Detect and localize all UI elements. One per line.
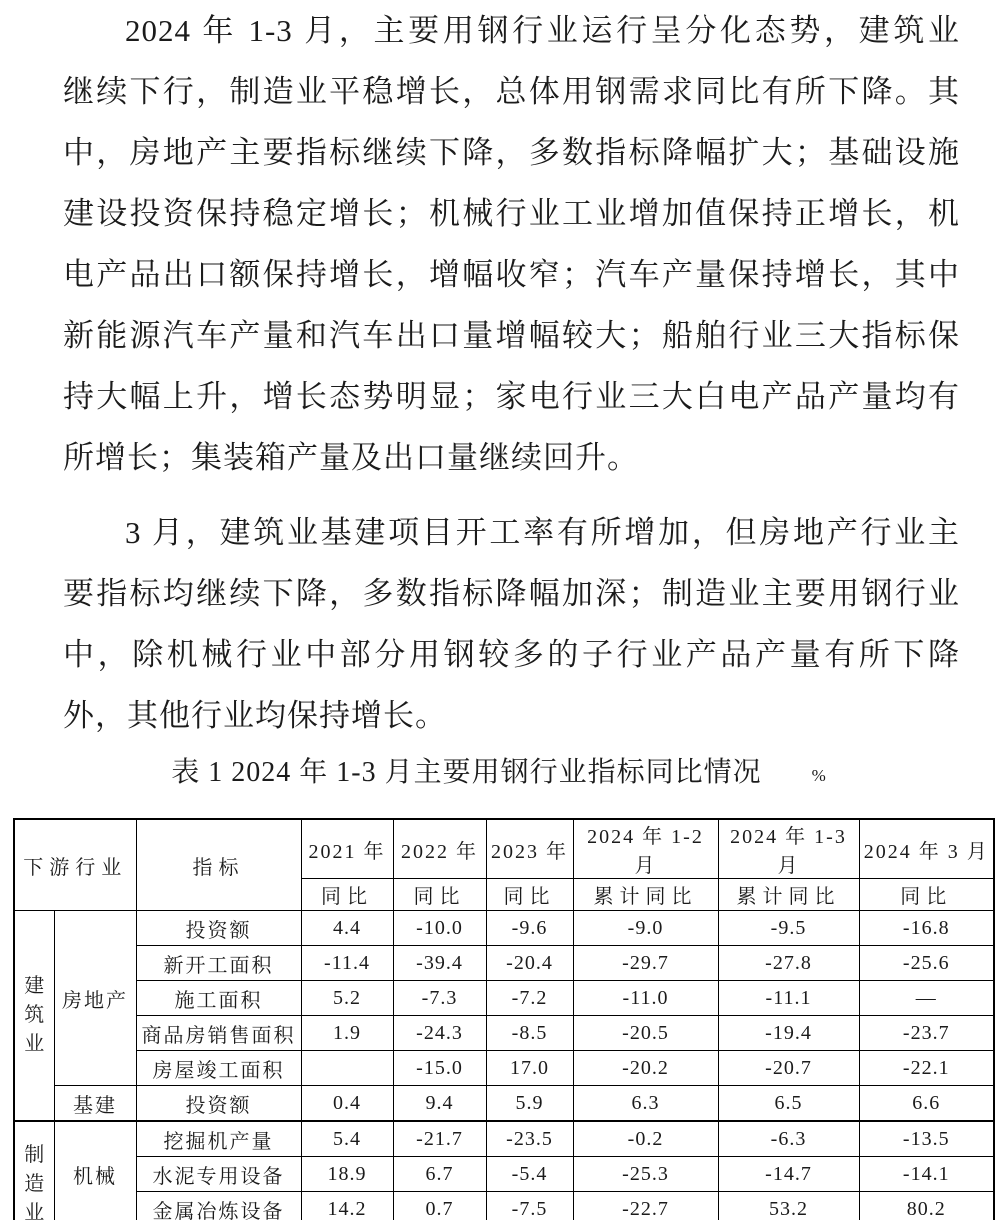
value-cell: 5.2 [301,981,393,1016]
col-subheader: 同比 [486,879,573,911]
value-cell: — [859,981,994,1016]
value-cell: -13.5 [859,1121,994,1157]
text-line: 持大幅上升，增长态势明显；家电行业三大白电产品产量均有 [63,379,960,414]
value-cell: -39.4 [393,946,486,981]
col-subheader: 累计同比 [718,879,859,911]
value-cell: 5.4 [301,1121,393,1157]
text-line: 中，房地产主要指标继续下降，多数指标降幅扩大；基础设施 [63,135,960,170]
col-header-period: 2021 年 [301,819,393,879]
value-cell: -25.6 [859,946,994,981]
value-cell: -19.4 [718,1016,859,1051]
table-row [14,946,994,981]
text-line: 外，其他行业均保持增长。 [63,698,447,733]
col-header-period: 2022 年 [393,819,486,879]
text-line: 建设投资保持稳定增长；机械行业工业增加值保持正增长，机 [63,196,960,231]
table-row [14,1157,994,1192]
value-cell: -20.7 [718,1051,859,1086]
value-cell: -8.5 [486,1016,573,1051]
value-cell: -0.2 [573,1121,718,1157]
value-cell: 17.0 [486,1051,573,1086]
text-line: 电产品出口额保持增长，增幅收窄；汽车产量保持增长，其中 [63,257,960,292]
value-cell: -5.4 [486,1157,573,1192]
value-cell: 6.3 [573,1086,718,1122]
table-caption-text: 表 1 2024 年 1-3 月主要用钢行业指标同比情况 [171,757,762,788]
col-header-industry: 下游行业 [14,819,136,911]
text-line: 要指标均继续下降，多数指标降幅加深；制造业主要用钢行业 [63,576,960,611]
value-cell: -24.3 [393,1016,486,1051]
indicator-cell: 水泥专用设备 [136,1157,301,1192]
value-cell: -9.6 [486,911,573,946]
value-cell: 6.6 [859,1086,994,1122]
header-row-periods [14,819,994,879]
value-cell: -22.1 [859,1051,994,1086]
value-cell: 18.9 [301,1157,393,1192]
value-cell [301,1051,393,1086]
text-line: 2024 年 1-3 月，主要用钢行业运行呈分化态势，建筑业 [125,13,960,48]
text-line: 继续下行，制造业平稳增长，总体用钢需求同比有所下降。其 [63,74,960,109]
text-line: 所增长；集装箱产量及出口量继续回升。 [63,440,639,475]
paragraph [63,0,960,488]
value-cell: 0.7 [393,1192,486,1220]
value-cell: 6.7 [393,1157,486,1192]
table-row [14,1121,994,1157]
col-header-period: 2024 年 1-2 月 [573,819,718,879]
indicator-cell: 挖掘机产量 [136,1121,301,1157]
table-wrapper [13,818,997,1220]
value-cell: -20.2 [573,1051,718,1086]
value-cell: 0.4 [301,1086,393,1122]
value-cell: -23.5 [486,1121,573,1157]
value-cell: 4.4 [301,911,393,946]
indicator-cell: 金属冶炼设备 [136,1192,301,1220]
indicator-cell: 投资额 [136,911,301,946]
value-cell: -11.4 [301,946,393,981]
value-cell: -14.7 [718,1157,859,1192]
value-cell: -11.0 [573,981,718,1016]
col-header-period: 2023 年 [486,819,573,879]
value-cell: -9.5 [718,911,859,946]
col-header-period: 2024 年 3 月 [859,819,994,879]
value-cell: 53.2 [718,1192,859,1220]
sector-cell: 房地产 [54,911,136,1086]
col-subheader: 同比 [301,879,393,911]
table-row [14,1086,994,1122]
text-line: 中，除机械行业中部分用钢较多的子行业产品产量有所下降 [63,637,960,672]
value-cell: -6.3 [718,1121,859,1157]
value-cell: -9.0 [573,911,718,946]
value-cell: 80.2 [859,1192,994,1220]
sector-cell: 机械 [54,1121,136,1220]
col-header-period: 2024 年 1-3 月 [718,819,859,879]
value-cell: -23.7 [859,1016,994,1051]
value-cell: -25.3 [573,1157,718,1192]
col-subheader: 同比 [393,879,486,911]
indicator-cell: 投资额 [136,1086,301,1122]
sector-cell: 基建 [54,1086,136,1122]
indicator-cell: 商品房销售面积 [136,1016,301,1051]
table-row [14,1016,994,1051]
table-row [14,1192,994,1220]
table-caption-unit: % [811,766,826,785]
value-cell: -27.8 [718,946,859,981]
value-cell: -20.5 [573,1016,718,1051]
industry-cell: 建筑业 [14,911,54,1122]
indicator-cell: 施工面积 [136,981,301,1016]
value-cell: 9.4 [393,1086,486,1122]
value-cell: -20.4 [486,946,573,981]
table-caption [0,752,997,797]
value-cell: -16.8 [859,911,994,946]
col-subheader: 累计同比 [573,879,718,911]
text-line: 新能源汽车产量和汽车出口量增幅较大；船舶行业三大指标保 [63,318,960,353]
value-cell: -7.5 [486,1192,573,1220]
value-cell: 5.9 [486,1086,573,1122]
col-header-indicator: 指标 [136,819,301,911]
value-cell: -11.1 [718,981,859,1016]
value-cell: 14.2 [301,1192,393,1220]
table-row [14,981,994,1016]
indicator-cell: 房屋竣工面积 [136,1051,301,1086]
table-row [14,911,994,946]
value-cell: 1.9 [301,1016,393,1051]
value-cell: -7.2 [486,981,573,1016]
value-cell: -10.0 [393,911,486,946]
value-cell: -21.7 [393,1121,486,1157]
value-cell: 6.5 [718,1086,859,1122]
value-cell: -7.3 [393,981,486,1016]
paragraph [63,502,960,746]
value-cell: -14.1 [859,1157,994,1192]
value-cell: -22.7 [573,1192,718,1220]
value-cell: -15.0 [393,1051,486,1086]
indicators-table [13,818,995,1220]
text-line: 3 月，建筑业基建项目开工率有所增加，但房地产行业主 [125,515,960,550]
value-cell: -29.7 [573,946,718,981]
industry-cell: 制造业 [14,1121,54,1220]
col-subheader: 同比 [859,879,994,911]
table-row [14,1051,994,1086]
indicator-cell: 新开工面积 [136,946,301,981]
